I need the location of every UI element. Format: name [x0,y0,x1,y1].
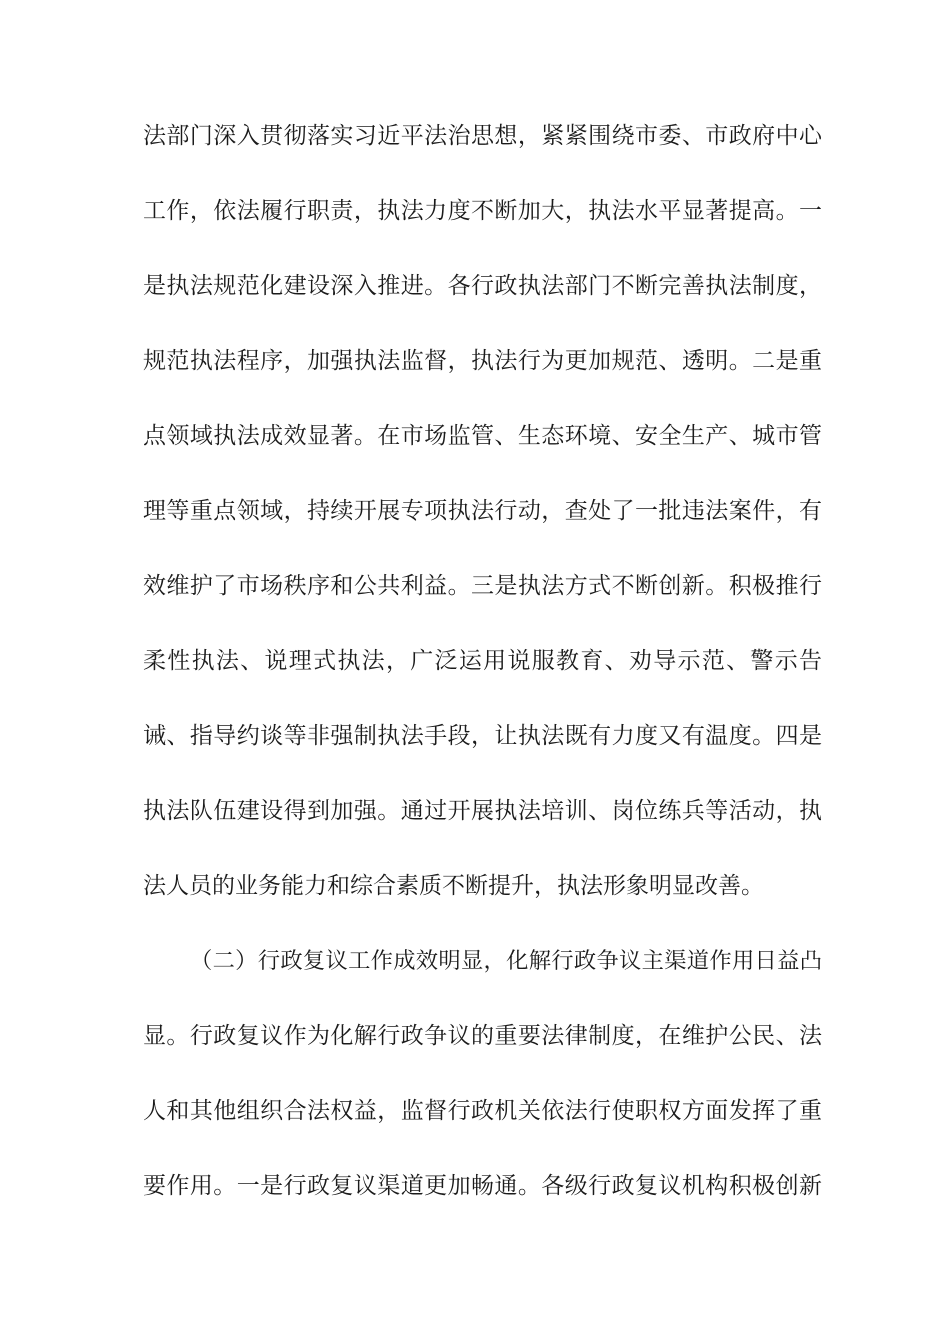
text-line: 法部门深入贯彻落实习近平法治思想，紧紧围绕市委、市政府中心 [143,123,822,148]
text-line: 理等重点领域，持续开展专项执法行动，查处了一批违法案件，有 [143,498,822,523]
document-text-block [143,98,822,1223]
text-line: 人和其他组织合法权益，监督行政机关依法行使职权方面发挥了重 [143,1098,822,1123]
text-line: 显。行政复议作为化解行政争议的重要法律制度，在维护公民、法 [143,1023,822,1048]
text-line: 要作用。一是行政复议渠道更加畅通。各级行政复议机构积极创新 [143,1173,822,1198]
text-line: 效维护了市场秩序和公共利益。三是执法方式不断创新。积极推行 [143,573,822,598]
text-line: 执法队伍建设得到加强。通过开展执法培训、岗位练兵等活动，执 [143,798,822,823]
text-line: 规范执法程序，加强执法监督，执法行为更加规范、透明。二是重 [143,348,822,373]
text-line: 柔性执法、说理式执法，广泛运用说服教育、劝导示范、警示告 [143,648,822,673]
text-line: 诫、指导约谈等非强制执法手段，让执法既有力度又有温度。四是 [143,723,822,748]
text-line-paragraph-start: （二）行政复议工作成效明显，化解行政争议主渠道作用日益凸 [190,948,822,973]
text-line: 是执法规范化建设深入推进。各行政执法部门不断完善执法制度， [143,273,822,298]
text-line: 工作，依法履行职责，执法力度不断加大，执法水平显著提高。一 [143,198,822,223]
text-line: 点领域执法成效显著。在市场监管、生态环境、安全生产、城市管 [143,423,822,448]
text-line-paragraph-end: 法人员的业务能力和综合素质不断提升，执法形象明显改善。 [143,873,764,898]
